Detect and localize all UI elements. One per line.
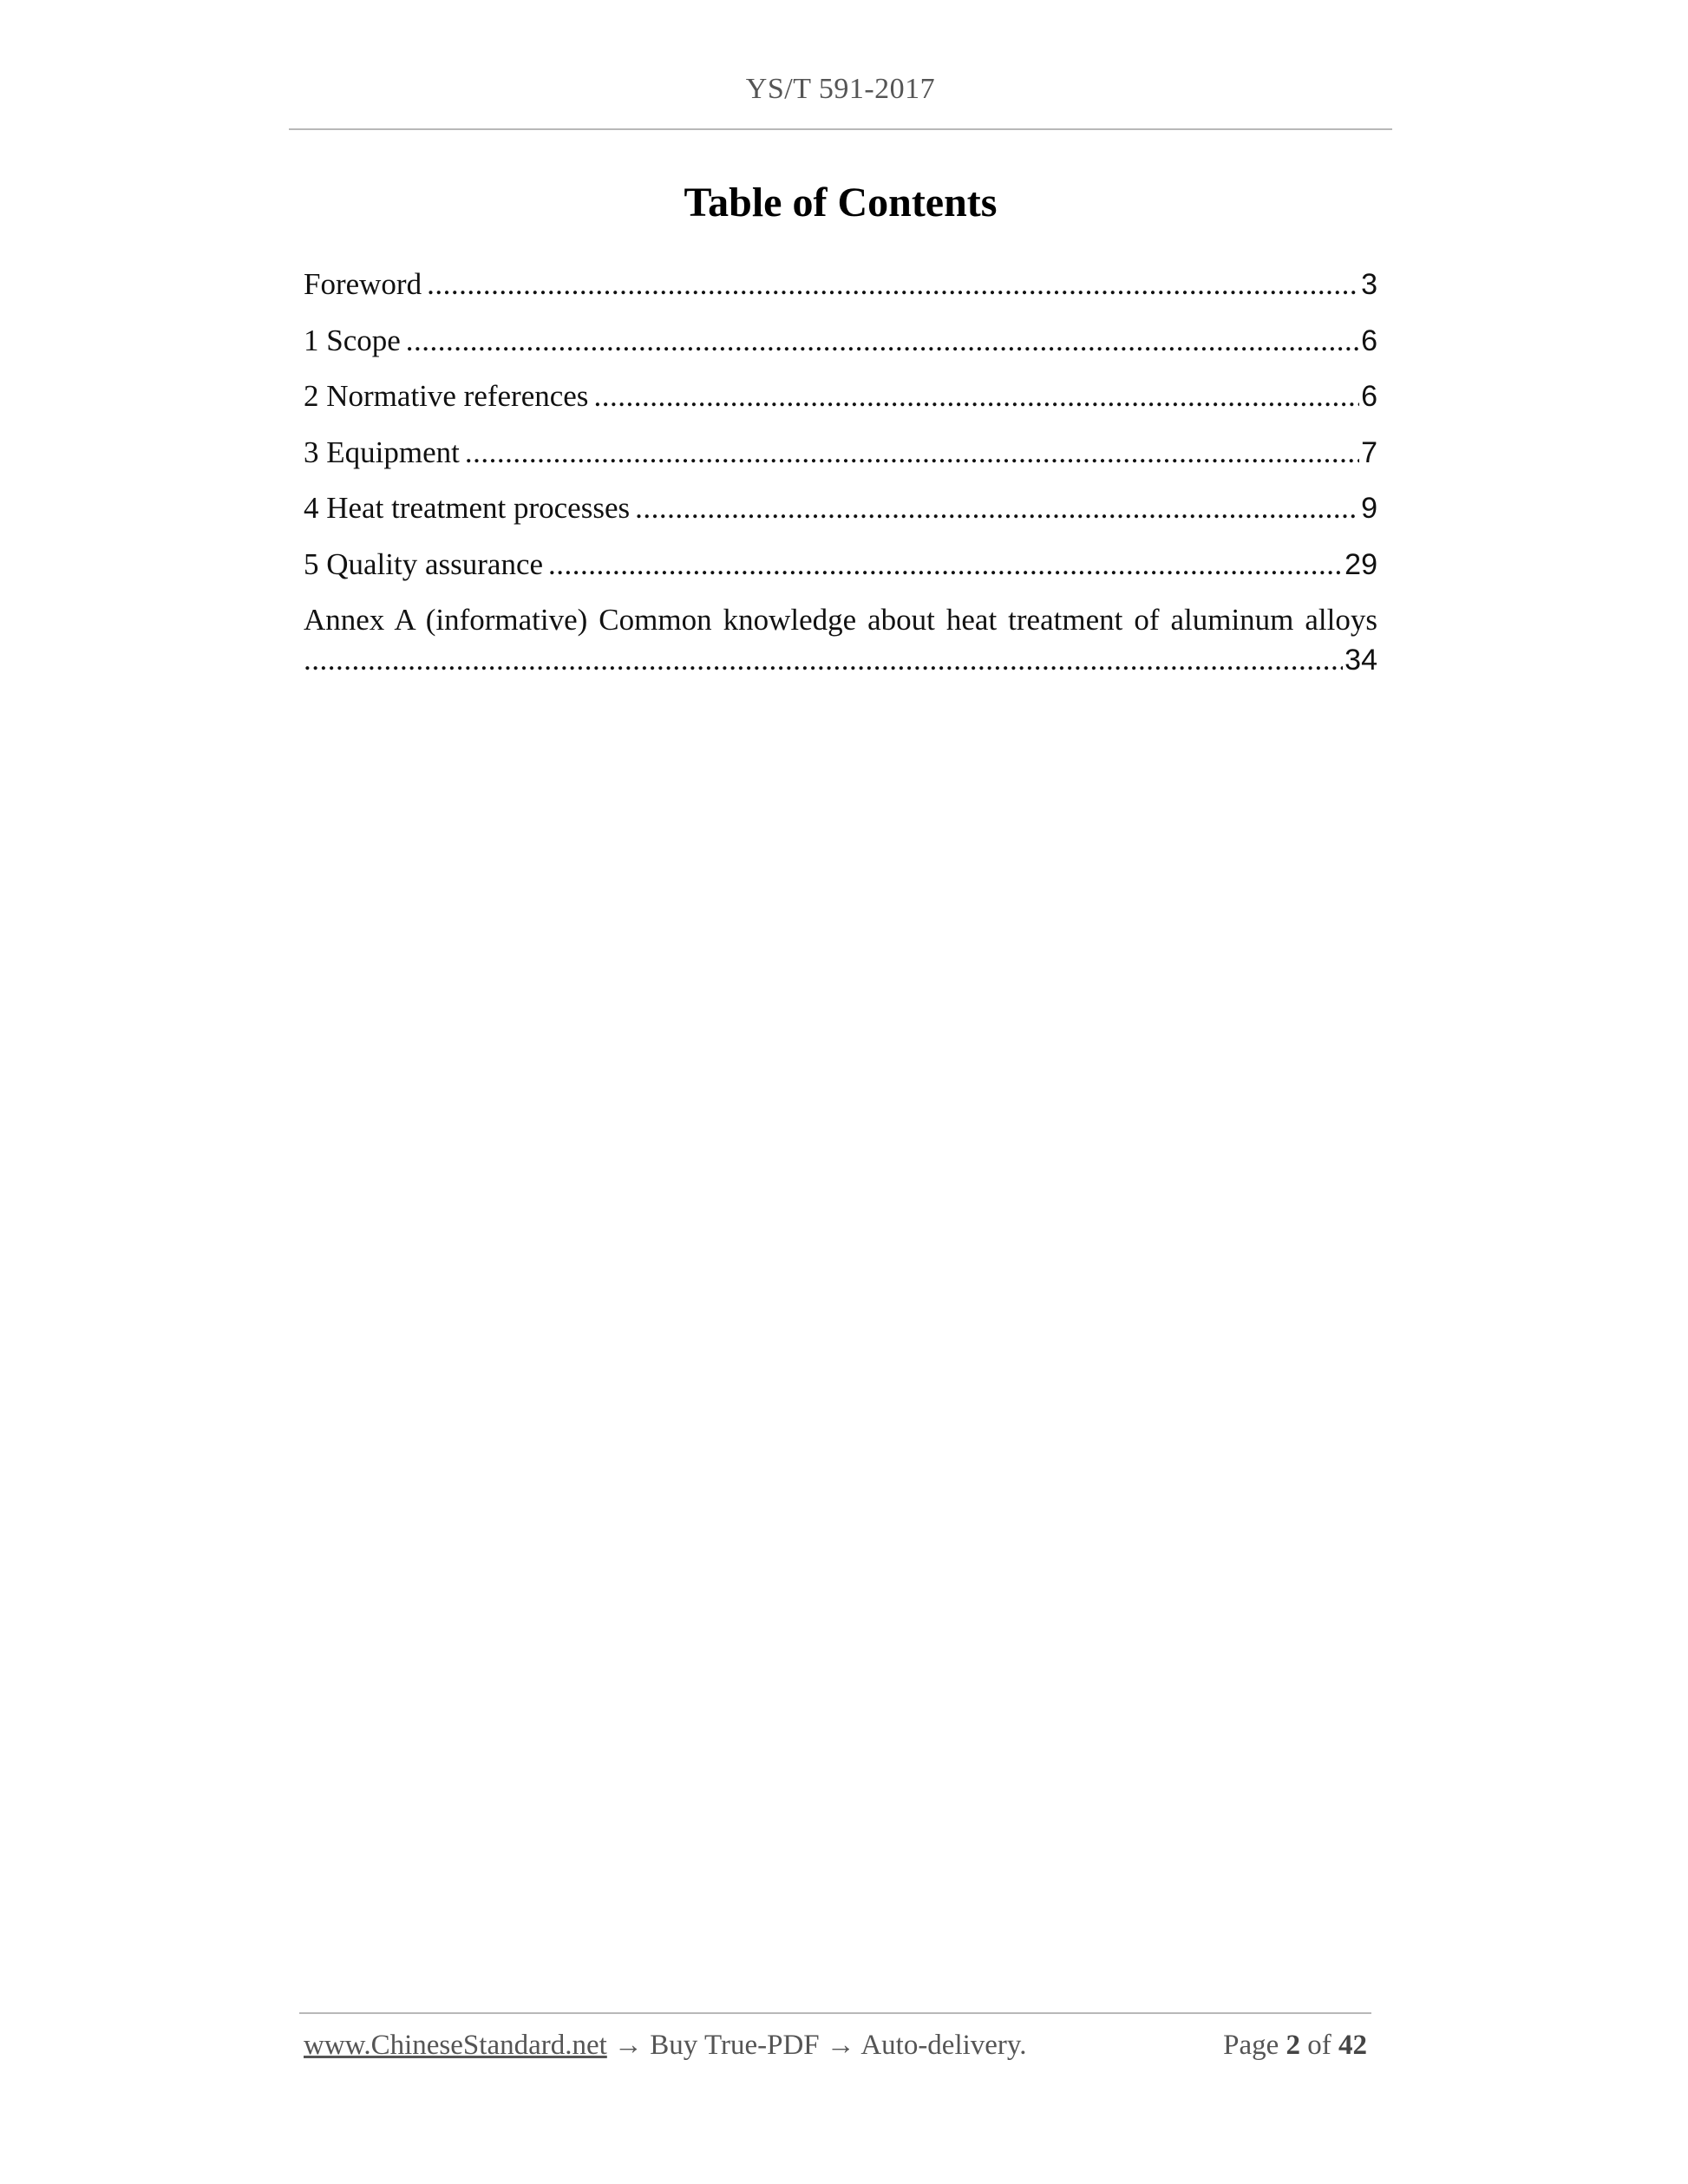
toc-leader-dots bbox=[427, 257, 1359, 313]
toc-entry-page: 6 bbox=[1361, 324, 1377, 357]
toc-entry-label: 5 Quality assurance bbox=[304, 546, 544, 581]
arrow-right-icon: → bbox=[614, 2030, 644, 2061]
toc-leader-dots bbox=[593, 369, 1359, 425]
toc-entry-label: 1 Scope bbox=[304, 323, 401, 357]
toc-entry-annex-a[interactable] bbox=[304, 592, 1377, 680]
toc-leader-dots bbox=[406, 313, 1359, 369]
current-page: 2 bbox=[1286, 2030, 1300, 2061]
document-code-header: YS/T 591-2017 bbox=[745, 73, 936, 105]
toc-entry-label: 3 Equipment bbox=[304, 435, 460, 469]
page-footer bbox=[304, 2030, 1367, 2062]
toc-entry-page: 34 bbox=[1345, 644, 1377, 677]
footer-promo bbox=[304, 2030, 1027, 2062]
toc-leader-dots bbox=[635, 481, 1359, 537]
toc-entry-label: Foreword bbox=[304, 267, 422, 301]
toc-leader-dots bbox=[548, 537, 1343, 593]
website-link[interactable]: www.ChineseStandard.net bbox=[304, 2030, 607, 2061]
page-number bbox=[1223, 2030, 1367, 2062]
total-pages: 42 bbox=[1338, 2030, 1367, 2061]
toc-entry-foreword[interactable] bbox=[304, 257, 1377, 313]
toc-entry-scope[interactable] bbox=[304, 313, 1377, 369]
page-word: Page bbox=[1223, 2030, 1279, 2061]
buy-pdf-text: Buy True-PDF bbox=[650, 2030, 820, 2061]
footer-divider bbox=[299, 2012, 1371, 2014]
toc-entry-label: 2 Normative references bbox=[304, 379, 589, 413]
toc-entry-page: 3 bbox=[1361, 268, 1377, 301]
header-divider bbox=[289, 128, 1392, 130]
toc-leader-dots bbox=[304, 640, 1343, 680]
auto-delivery-text: Auto-delivery. bbox=[860, 2030, 1027, 2061]
toc-entry-heat-treatment-processes[interactable] bbox=[304, 481, 1377, 537]
toc-entry-label: 4 Heat treatment processes bbox=[304, 491, 631, 525]
toc-leader-dots bbox=[465, 425, 1359, 481]
arrow-right-icon: → bbox=[826, 2030, 855, 2061]
toc-entry-page: 29 bbox=[1345, 547, 1377, 581]
toc-entry-page: 9 bbox=[1361, 492, 1377, 525]
toc-title: Table of Contents bbox=[684, 180, 998, 226]
of-word: of bbox=[1307, 2030, 1331, 2061]
table-of-contents bbox=[304, 257, 1377, 680]
toc-entry-normative-references[interactable] bbox=[304, 369, 1377, 425]
toc-entry-equipment[interactable] bbox=[304, 425, 1377, 481]
toc-entry-page: 7 bbox=[1361, 435, 1377, 469]
toc-entry-page: 6 bbox=[1361, 380, 1377, 413]
toc-entry-label: Annex A (informative) Common knowledge about heat treatment of aluminum alloys bbox=[304, 603, 1377, 637]
toc-entry-quality-assurance[interactable] bbox=[304, 537, 1377, 593]
